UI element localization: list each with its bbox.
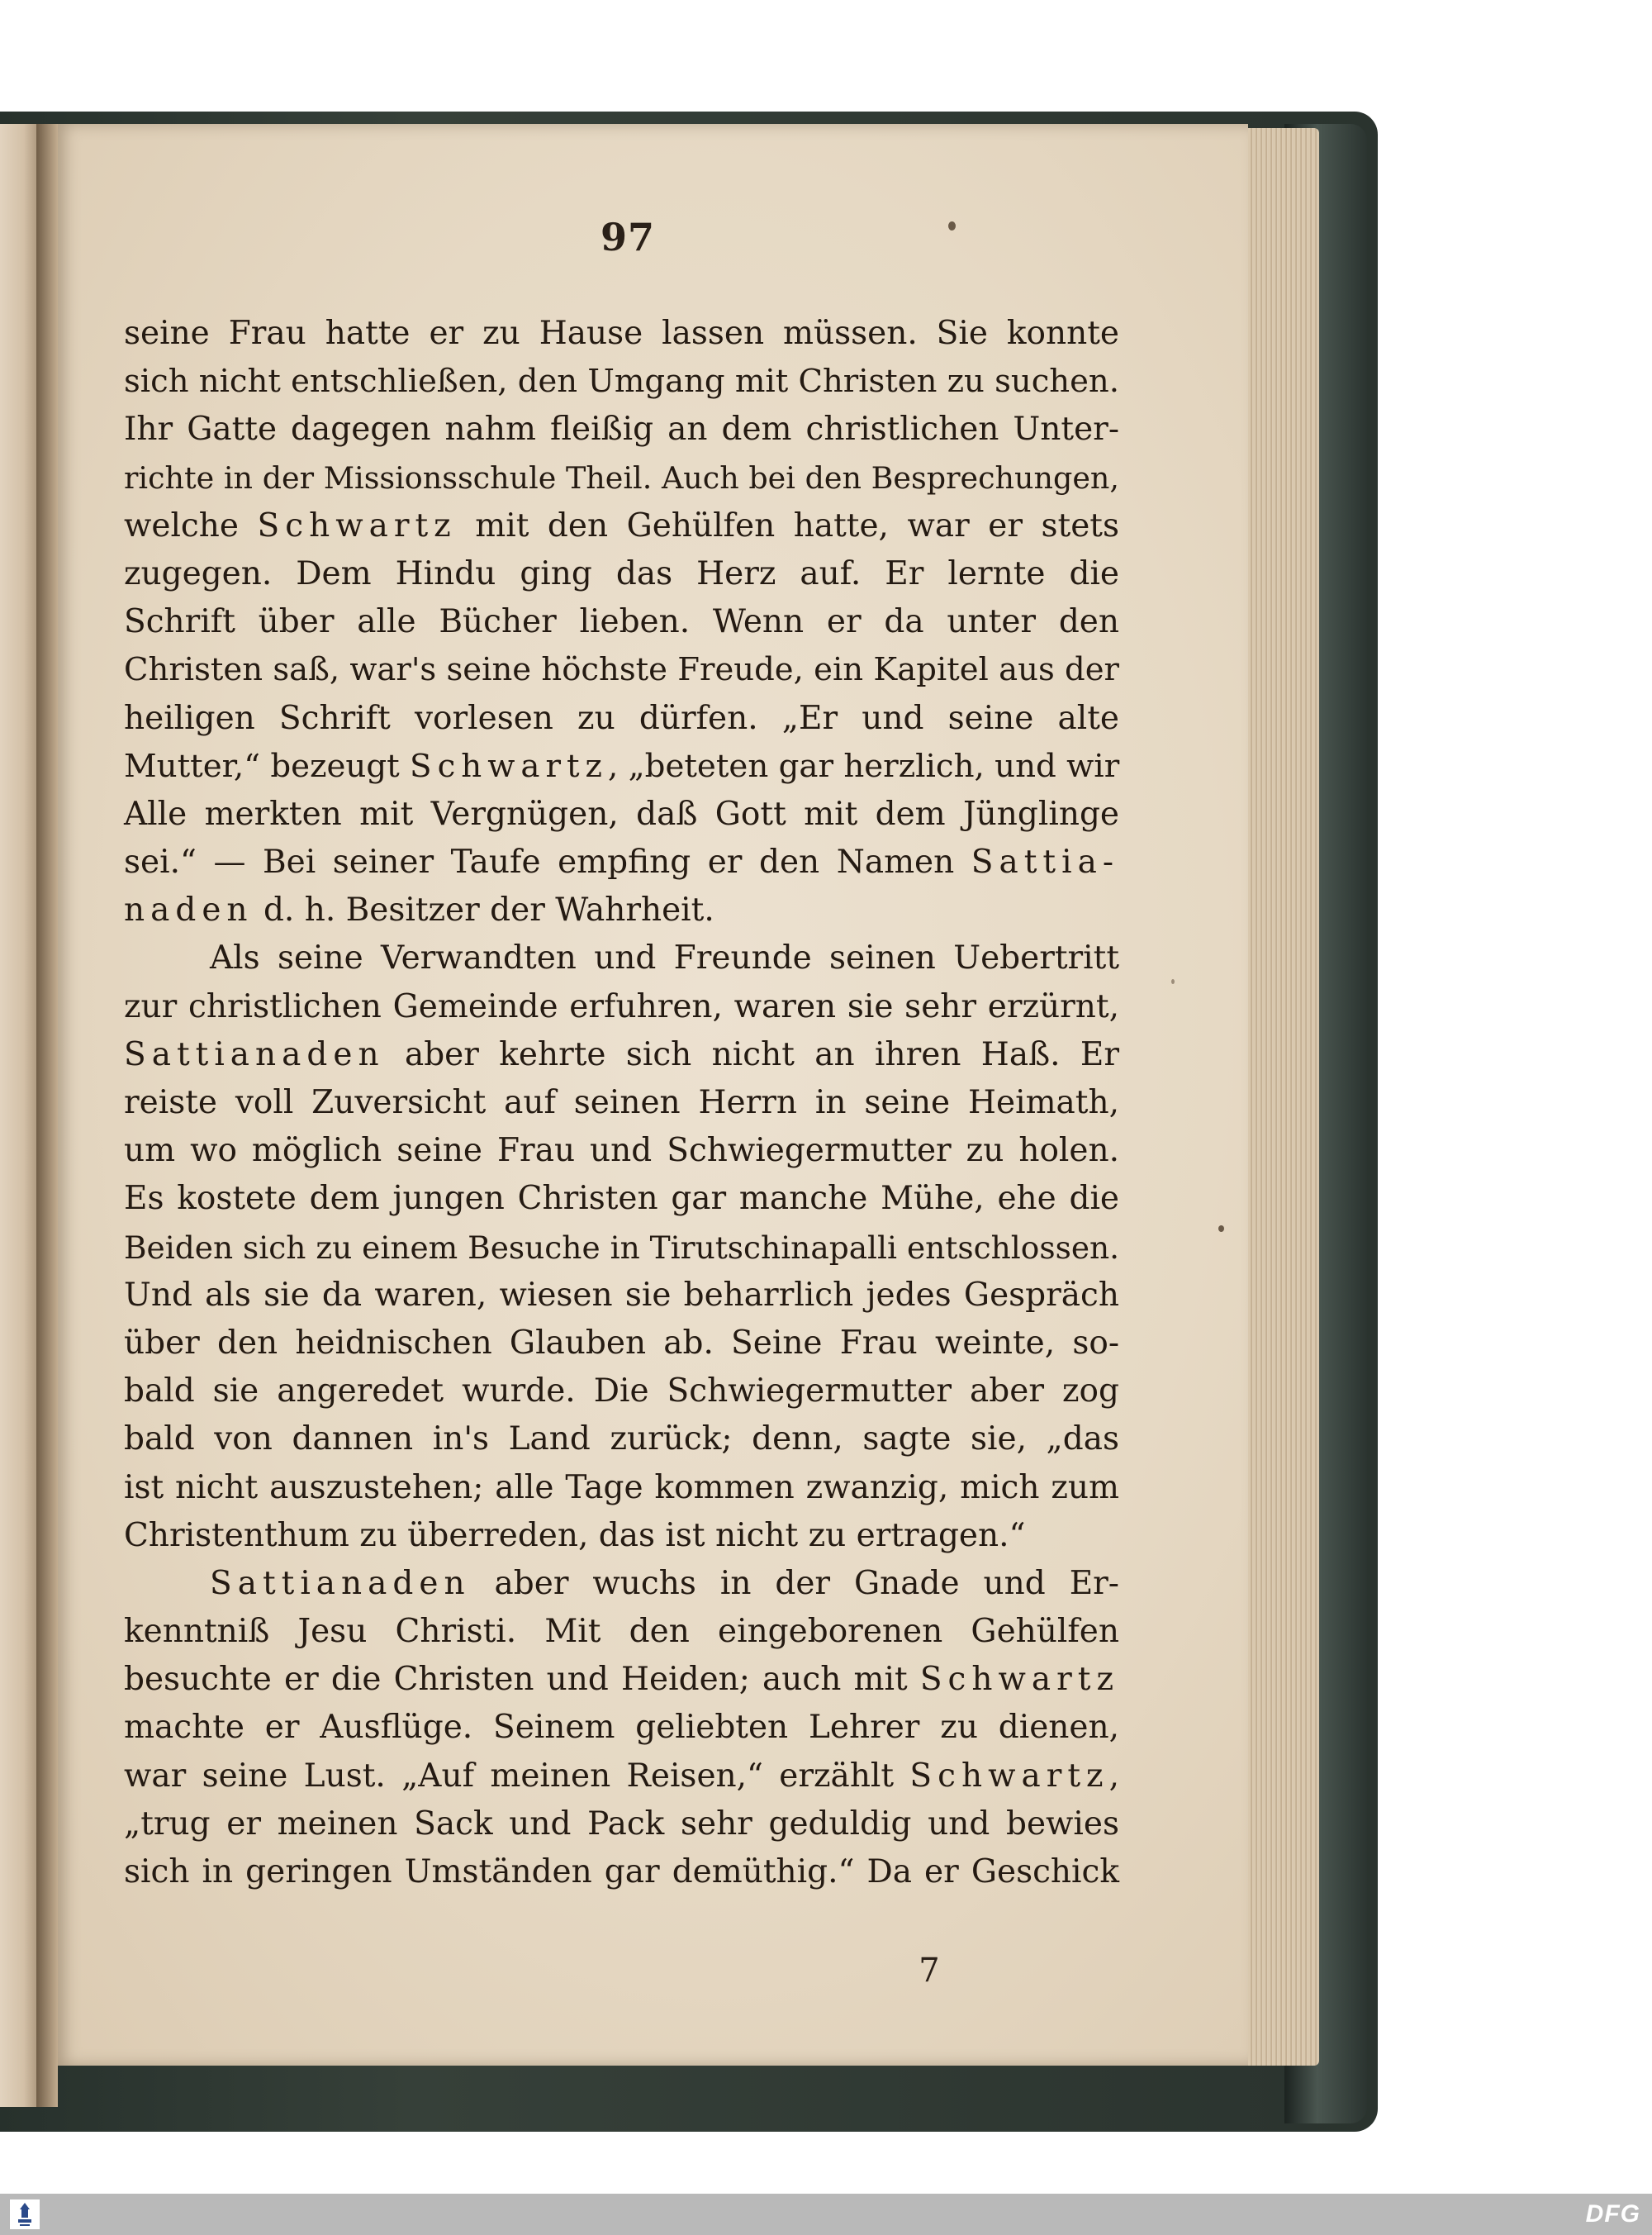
text-line [124,1224,1119,1272]
text-segment: war seine Lust. „Auf meinen Reisen,“ erzählt [124,1757,910,1795]
paper-speck [1171,979,1175,984]
text-segment: über den heidnischen Glauben ab. Seine Frau weinte, so- [124,1324,1119,1362]
text-segment: aber kehrte sich nicht an ihren Haß. Er [384,1035,1119,1073]
spaced-name: Schwartz [919,1661,1119,1699]
text-line [124,1415,1119,1463]
text-line [124,1656,1119,1704]
spaced-name: Sattianaden [124,1035,385,1073]
text-segment: ist nicht auszustehen; alle Tage kommen zwanzig, mich zum [124,1468,1119,1506]
text-segment: Beiden sich zu einem Besuche in Tirutschinapalli entschlossen. [124,1229,1120,1266]
text-line [124,1367,1119,1415]
page-stack-edge [1243,128,1319,2066]
facing-page-edge [0,124,40,2107]
text-segment: sich in geringen Umständen gar demüthig.“ Da er Geschick [124,1853,1119,1890]
viewer-footer [0,2194,1652,2235]
text-line [124,839,1119,887]
text-segment: reiste voll Zuversicht auf seinen Herrn in seine Heimath, [124,1084,1119,1121]
library-seal-icon [10,2199,40,2229]
text-segment: sich nicht entschließen, den Umgang mit Christen zu suchen. [124,363,1119,401]
paper-speck [1218,1225,1224,1232]
text-segment: welche [124,506,258,544]
text-line [124,1175,1119,1223]
text-segment: mit den Gehülfen hatte, war er stets [456,506,1119,544]
text-line [124,1704,1119,1752]
text-line [124,310,1119,358]
text-line [124,934,1119,982]
page-number: 97 [600,215,655,259]
text-line [124,695,1119,743]
text-segment: d. h. Besitzer der Wahrheit. [253,892,714,930]
text-segment: , „beteten gar herzlich, und wir [607,747,1120,785]
text-segment: Als seine Verwandten und Freunde seinen Uebertritt [210,939,1119,977]
text-segment: sei.“ — Bei seiner Taufe empfing er den Namen [124,844,971,882]
text-segment: besuchte er die Christen und Heiden; auch mit [124,1661,920,1699]
text-line [124,598,1119,646]
text-segment: „trug er meinen Sack und Pack sehr geduldig und bewies [124,1805,1119,1843]
gutter-shadow [36,124,58,2107]
text-segment: Ihr Gatte dagegen nahm fleißig an dem christlichen Unter- [124,411,1119,449]
text-line [124,1464,1119,1512]
text-line [124,454,1119,502]
text-line [124,358,1119,406]
text-line [124,1127,1119,1175]
spaced-name: Schwartz [410,747,608,785]
text-line [124,1560,1119,1608]
text-segment: Es kostete dem jungen Christen gar manche Mühe, ehe die [124,1180,1119,1218]
text-line [124,646,1119,694]
spaced-name: Sattia- [971,844,1119,882]
text-line [124,1608,1119,1656]
text-line [124,743,1119,791]
dfg-brand: DFG [1585,2200,1640,2228]
spaced-name: Schwartz [257,506,457,544]
text-line [124,1848,1119,1896]
spaced-name: Schwartz [909,1757,1109,1795]
text-segment: Christen saß, war's seine höchste Freude, ein Kapitel aus der [124,651,1119,689]
text-segment: Mutter,“ bezeugt [124,747,411,785]
text-line [124,791,1119,839]
text-segment: bald sie angeredet wurde. Die Schwiegermutter aber zog [124,1372,1119,1410]
text-line [124,983,1119,1031]
page-text [124,310,1119,1896]
text-segment: , [1108,1757,1119,1795]
text-line [124,1031,1119,1079]
text-segment: um wo möglich seine Frau und Schwiegermutter zu holen. [124,1132,1119,1170]
text-segment: seine Frau hatte er zu Hause lassen müssen. Sie konnte [124,315,1119,352]
text-segment: zur christlichen Gemeinde erfuhren, waren sie sehr erzürnt, [124,987,1119,1025]
text-line [124,887,1119,934]
text-line [124,550,1119,598]
text-segment: aber wuchs in der Gnade und Er- [470,1564,1119,1602]
spaced-name: naden [124,892,254,930]
text-line [124,1512,1119,1560]
text-segment: heiligen Schrift vorlesen zu dürfen. „Er und seine alte [124,699,1119,737]
text-segment: zugegen. Dem Hindu ging das Herz auf. Er lernte die [124,554,1119,592]
paper-speck [948,221,956,231]
text-segment: Und als sie da waren, wiesen sie beharrlich jedes Gespräch [124,1276,1119,1314]
spaced-name: Sattianaden [210,1564,471,1602]
text-segment: Schrift über alle Bücher lieben. Wenn er da unter den [124,603,1119,641]
signature-mark: 7 [919,1952,940,1990]
text-line [124,406,1119,454]
text-line [124,1800,1119,1848]
text-segment: Christenthum zu überreden, das ist nicht zu ertragen.“ [124,1516,1026,1554]
text-segment: bald von dannen in's Land zurück; denn, sagte sie, „das [124,1420,1119,1458]
text-line [124,1272,1119,1320]
text-segment: Alle merkten mit Vergnügen, daß Gott mit dem Jünglinge [124,795,1119,833]
text-line [124,502,1119,550]
text-segment: machte er Ausflüge. Seinem geliebten Lehrer zu dienen, [124,1709,1119,1747]
text-line [124,1320,1119,1367]
text-segment: richte in der Missionsschule Theil. Auch bei den Besprechungen, [124,459,1119,496]
text-line [124,1079,1119,1127]
text-segment: kenntniß Jesu Christi. Mit den eingeborenen Gehülfen [124,1613,1119,1651]
text-line [124,1752,1119,1800]
